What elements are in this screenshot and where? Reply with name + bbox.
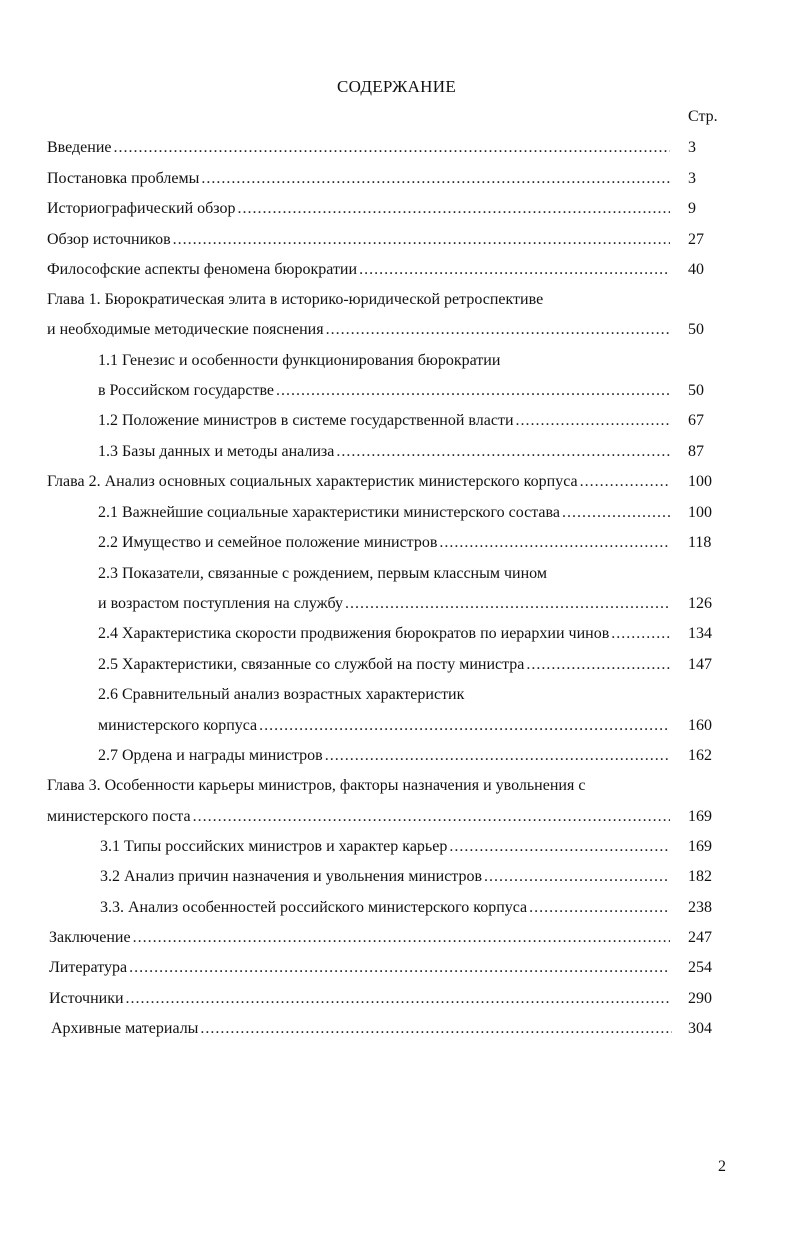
page-title: СОДЕРЖАНИЕ: [336, 77, 457, 96]
leader-dots: [173, 230, 670, 250]
leader-dots: [201, 169, 670, 189]
toc-entry-page: 27: [688, 231, 704, 248]
toc-entry-page: 50: [688, 321, 704, 338]
toc-entry-sources: [49, 989, 672, 1009]
toc-entry-historiography: [47, 199, 672, 219]
toc-entry-text: 3.2 Анализ причин назначения и увольнения министров: [100, 868, 483, 885]
leader-dots: [238, 199, 670, 219]
toc-entry-page: 238: [688, 899, 712, 916]
leader-dots: [484, 867, 670, 887]
leader-dots: [529, 898, 670, 918]
page-column-header: Стр.: [688, 108, 718, 125]
toc-entry-3-1: [100, 837, 672, 857]
toc-entry-page: 169: [688, 808, 712, 825]
toc-entry-chapter3-line1: Глава 3. Особенности карьеры министров, факторы назначения и увольнения с: [47, 777, 586, 794]
toc-entry-text: министерского поста: [47, 808, 191, 825]
toc-entry-2-6: [98, 716, 672, 736]
toc-entry-text: 2.1 Важнейшие социальные характеристики министерского состава: [98, 504, 560, 521]
toc-entry-page: 254: [688, 959, 712, 976]
leader-dots: [129, 958, 670, 978]
toc-entry-text: 1.3 Базы данных и методы анализа: [98, 443, 335, 460]
toc-entry-conclusion: [49, 928, 672, 948]
toc-entry-page: 87: [688, 443, 704, 460]
toc-entry-text: Литература: [49, 959, 128, 976]
toc-entry-chapter3: [47, 807, 672, 827]
toc-entry-page: 50: [688, 382, 704, 399]
toc-entry-text: Глава 2. Анализ основных социальных характеристик министерского корпуса: [47, 473, 578, 490]
toc-entry-2-2: [98, 533, 672, 553]
leader-dots: [193, 807, 670, 827]
toc-entry-3-3: [100, 898, 672, 918]
toc-entry-page: 304: [688, 1020, 712, 1037]
toc-entry-page: 67: [688, 412, 704, 429]
toc-entry-page: 162: [688, 747, 712, 764]
toc-entry-1-1: [98, 381, 672, 401]
toc-entry-text: Постановка проблемы: [47, 170, 200, 187]
toc-entry-1-3: [98, 442, 672, 462]
toc-entry-archives: [51, 1019, 674, 1039]
leader-dots: [345, 594, 670, 614]
toc-entry-3-2: [100, 867, 672, 887]
page-number: 2: [718, 1158, 726, 1175]
toc-entry-chapter1-line1: Глава 1. Бюрократическая элита в историко-юридической ретроспективе: [47, 291, 544, 308]
toc-entry-text: Историографический обзор: [47, 200, 236, 217]
toc-entry-page: 100: [688, 473, 712, 490]
toc-entry-2-4: [98, 624, 672, 644]
toc-entry-page: 169: [688, 838, 712, 855]
toc-entry-chapter1: [47, 320, 672, 340]
leader-dots: [200, 1019, 672, 1039]
toc-entry-2-1: [98, 503, 672, 523]
toc-entry-page: 118: [688, 534, 712, 551]
toc-entry-text: 3.1 Типы российских министров и характер карьер: [100, 838, 448, 855]
leader-dots: [449, 837, 670, 857]
toc-entry-page: 290: [688, 990, 712, 1007]
toc-entry-introduction: [47, 138, 672, 158]
toc-entry-text: 2.5 Характеристики, связанные со службой на посту министра: [98, 656, 525, 673]
toc-entry-2-6-line1: 2.6 Сравнительный анализ возрастных характеристик: [98, 686, 465, 703]
leader-dots: [114, 138, 671, 158]
toc-entry-text: и необходимые методические пояснения: [47, 321, 324, 338]
leader-dots: [580, 472, 670, 492]
toc-entry-text: Введение: [47, 139, 112, 156]
toc-entry-page: 100: [688, 504, 712, 521]
toc-entry-page: 9: [688, 200, 696, 217]
toc-entry-page: 160: [688, 717, 712, 734]
toc-entry-problem-statement: [47, 169, 672, 189]
leader-dots: [562, 503, 670, 523]
toc-entry-literature: [49, 958, 672, 978]
toc-entry-page: 147: [688, 656, 712, 673]
leader-dots: [259, 716, 670, 736]
leader-dots: [336, 442, 670, 462]
toc-entry-1-2: [98, 411, 672, 431]
toc-entry-text: в Российском государстве: [98, 382, 275, 399]
toc-entry-page: 3: [688, 170, 696, 187]
toc-entry-text: министерского корпуса: [98, 717, 258, 734]
toc-entry-text: Философские аспекты феномена бюрократии: [47, 261, 358, 278]
toc-entry-page: 134: [688, 625, 712, 642]
toc-entry-2-3-line1: 2.3 Показатели, связанные с рождением, первым классным чином: [98, 565, 547, 582]
toc-entry-1-1-line1: 1.1 Генезис и особенности функционирования бюрократии: [98, 352, 501, 369]
toc-entry-text: 2.4 Характеристика скорости продвижения бюрократов по иерархии чинов: [98, 625, 610, 642]
toc-entry-text: 3.3. Анализ особенностей российского министерского корпуса: [100, 899, 528, 916]
leader-dots: [611, 624, 670, 644]
leader-dots: [325, 746, 670, 766]
toc-entry-text: Заключение: [49, 929, 131, 946]
leader-dots: [133, 928, 670, 948]
toc-entry-text: 2.7 Ордена и награды министров: [98, 747, 323, 764]
toc-entry-page: 3: [688, 139, 696, 156]
toc-entry-2-3: [98, 594, 672, 614]
leader-dots: [326, 320, 670, 340]
toc-entry-philosophy: [47, 260, 672, 280]
leader-dots: [359, 260, 670, 280]
toc-entry-chapter2: [47, 472, 672, 492]
leader-dots: [276, 381, 670, 401]
toc-entry-text: Обзор источников: [47, 231, 171, 248]
toc-entry-2-7: [98, 746, 672, 766]
leader-dots: [526, 655, 670, 675]
toc-entry-text: 1.2 Положение министров в системе государственной власти: [98, 412, 514, 429]
leader-dots: [516, 411, 670, 431]
toc-entry-page: 126: [688, 595, 712, 612]
toc-entry-text: и возрастом поступления на службу: [98, 595, 344, 612]
leader-dots: [439, 533, 670, 553]
toc-entry-text: 2.2 Имущество и семейное положение министров: [98, 534, 438, 551]
toc-entry-2-5: [98, 655, 672, 675]
toc-entry-text: Архивные материалы: [51, 1020, 199, 1037]
toc-entry-page: 40: [688, 261, 704, 278]
toc-entry-text: Источники: [49, 990, 124, 1007]
toc-entry-page: 247: [688, 929, 712, 946]
toc-entry-sources-review: [47, 230, 672, 250]
leader-dots: [126, 989, 670, 1009]
toc-entry-page: 182: [688, 868, 712, 885]
